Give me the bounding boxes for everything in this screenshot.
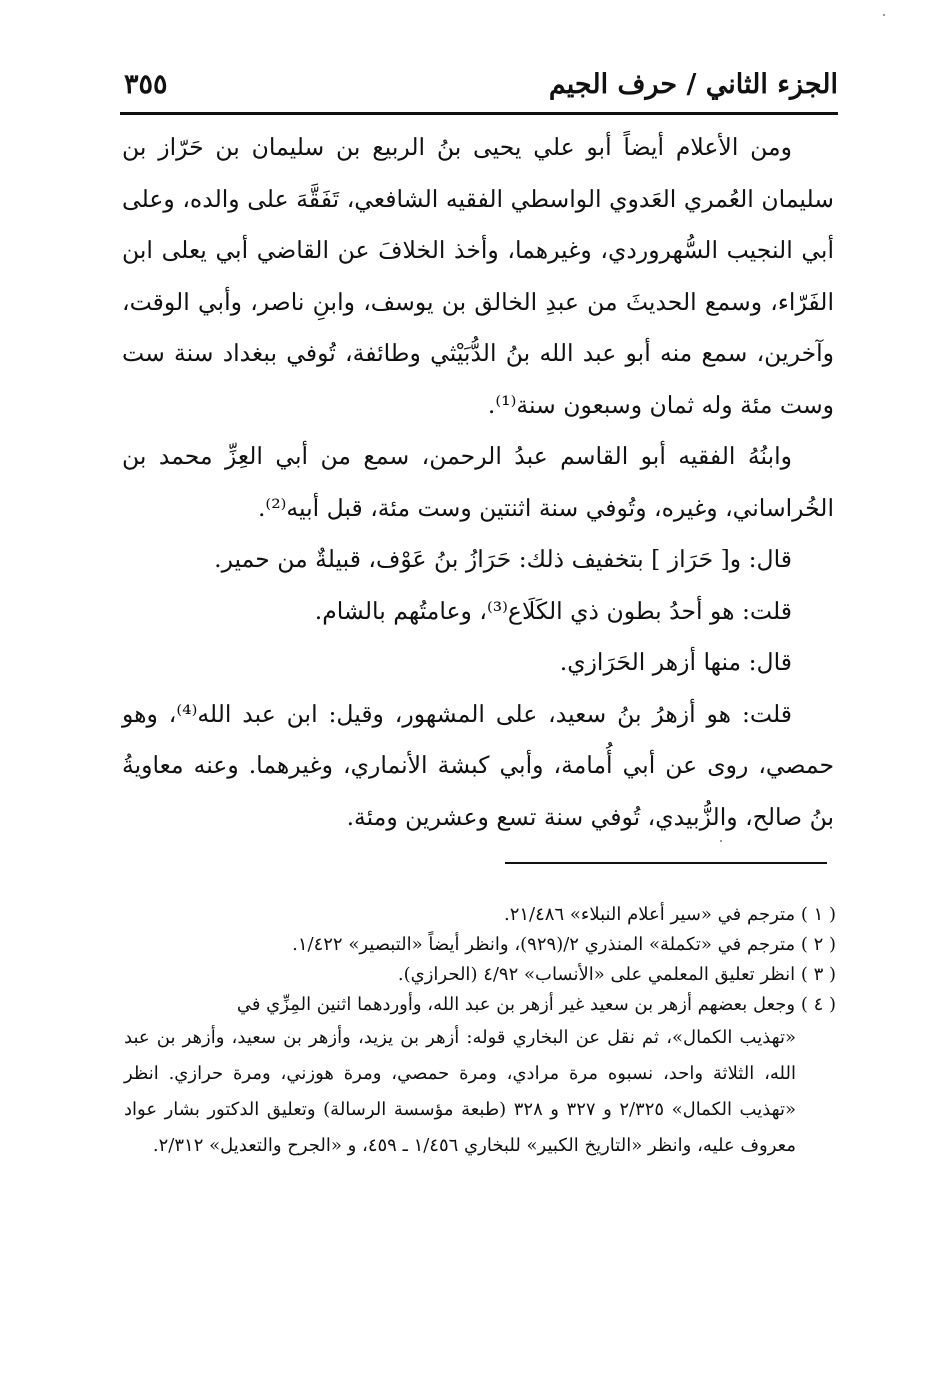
paragraph: قال: منها أزهر الحَرَازي. [559,648,792,676]
header-divider [120,112,838,115]
footnote-1: ( ١ ) مترجم في «سير أعلام النبلاء» ٢١/٤٨٦. [503,904,836,925]
page-header [124,62,838,106]
footnote-divider [505,862,827,864]
footnote-3: ( ٣ ) انظر تعليق المعلمي على «الأنساب» ٤/٩٢ (الحرازي). [397,964,836,985]
paragraph: ومن الأعلام أيضاً أبو علي يحيى بنُ الربيع بن سليمان بن حَرّاز بن سليمان العُمري العَدوي الواسطي الفقيه الشافعي، تَفَقَّهَ على والده، وعلى أبي النجيب السُّهروردي، وغيرهما، وأخذ الخلافَ عن القاضي أبي يعلى ابن الفَرّاء، وسمع الحديثَ من عبدِ الخالق بن يوسف، وابنِ ناصر، وأبي الوقت، وآخرين، سمع منه أبو عبد الله بنُ الدُّبَيْثي وطائفة، تُوفي ببغداد سنة ست وست مئة وله ثمان وسبعون سنة⁽¹⁾. [122,133,834,419]
footnote-4: ( ٤ ) وجعل بعضهم أزهر بن سعيد غير أزهر بن عبد الله، وأوردهما اثنين المِزِّي في [236,994,836,1015]
footnotes [124,900,836,1164]
running-title: الجزء الثاني / حرف الجيم [548,68,838,100]
paragraph: قال: و[ حَرَاز ] بتخفيف ذلك: حَرَازُ بنُ عَوْف، قبيلةٌ من حمير. [214,545,792,573]
paragraph: وابنُهُ الفقيه أبو القاسم عبدُ الرحمن، سمع من أبي العِزِّ محمد بن الخُراساني، وغيره، وتُوفي سنة اثنتين وست مئة، قبل أبيه⁽²⁾. [122,442,834,522]
page-number: ٣٥٥ [124,68,168,100]
paragraph: قلت: هو أزهرُ بنُ سعيد، على المشهور، وقيل: ابن عبد الله⁽⁴⁾، وهو حمصي، روى عن أبي أُمامة، وأبي كبشة الأنماري، وغيرهما. وعنه معاويةُ بنُ صالح، والزُّبيدي، تُوفي سنة تسع وعشرين ومئة. [122,699,834,831]
scan-speck [883,14,885,16]
scan-speck [720,840,722,842]
paragraph: قلت: هو أحدُ بطون ذي الكَلَاع⁽³⁾، وعامتُهم بالشام. [314,596,792,625]
main-text [122,122,834,843]
footnote-4-continuation: «تهذيب الكمال»، ثم نقل عن البخاري قوله: أزهر بن يزيد، وأزهر بن سعيد، وأزهر بن عبد الله، الثلاثة واحد، نسبوه مرة مرادي، ومرة حمصي، ومرة هوزني، ومرة حرازي. انظر «تهذيب الكمال» ٢/٣٢٥ و ٣٢٧ و ٣٢٨ (طبعة مؤسسة الرسالة) وتعليق الدكتور بشار عواد معروف عليه، وانظر «التاريخ الكبير» للبخاري ١/٤٥٦ ـ ٤٥٩، و «الجرح والتعديل» ٢/٣١٢. [124,1027,796,1156]
footnote-2: ( ٢ ) مترجم في «تكملة» المنذري ٢/(٩٢٩)، وانظر أيضاً «التبصير» ١/٤٢٢. [292,934,836,955]
